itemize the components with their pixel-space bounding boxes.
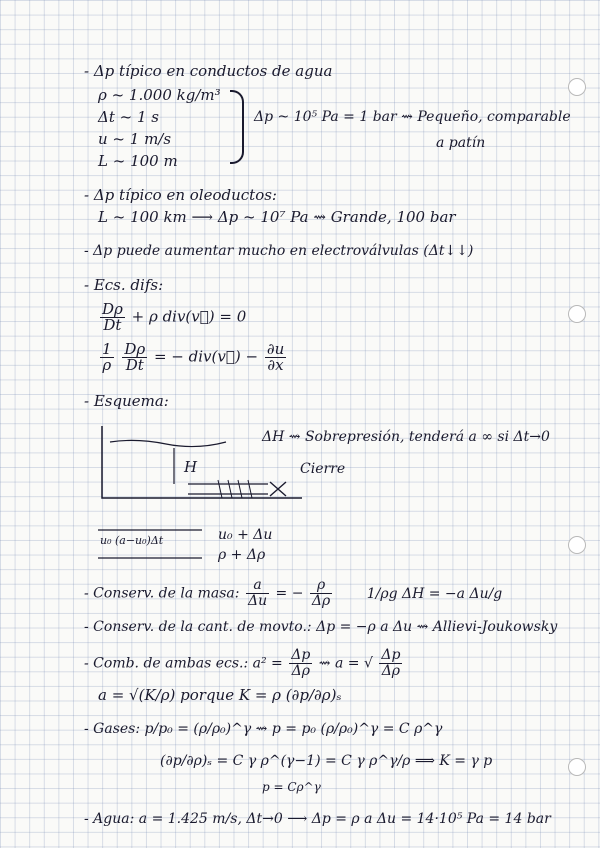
height-label: H bbox=[184, 458, 198, 476]
binder-hole-1 bbox=[568, 78, 586, 96]
note-line-3: Δt ~ 1 s bbox=[98, 108, 159, 126]
pipe bbox=[188, 484, 268, 494]
eq-den: Dt bbox=[103, 316, 122, 334]
comb-num2: Δp bbox=[381, 647, 401, 663]
valve-icon bbox=[270, 482, 286, 496]
mass-num1: a bbox=[246, 578, 269, 594]
eq2-num1: 1 bbox=[102, 340, 112, 358]
eq2-num3: ∂u bbox=[266, 340, 285, 358]
eq-rest: + ρ div(v⃗) = 0 bbox=[131, 307, 247, 326]
note-line-6: Δp ~ 10⁵ Pa = 1 bar ⇝ Pequeño, comparable bbox=[254, 109, 571, 125]
note-line-24: (∂p/∂ρ)ₛ = C γ ρ^(γ−1) = C γ ρ^γ/ρ ⟹ K = γ p bbox=[160, 753, 493, 769]
mass-rest: 1/ρg ΔH = −a Δu/g bbox=[366, 585, 503, 602]
comb-prefix: - Comb. de ambas ecs.: a² = bbox=[84, 655, 283, 672]
note-line-22: a = √(K/ρ) porque K = ρ (∂p/∂ρ)ₛ bbox=[98, 686, 342, 704]
note-line-25: p = Cρ^γ bbox=[262, 780, 321, 794]
density-label: ρ + Δρ bbox=[218, 547, 266, 563]
note-line-5: L ~ 100 m bbox=[98, 152, 178, 170]
eq-num: Dρ bbox=[102, 300, 123, 318]
combined-equations bbox=[84, 648, 404, 679]
note-line-26: - Agua: a = 1.425 m/s, Δt→0 ⟶ Δp = ρ a Δu = 14·10⁵ Pa = 14 bar bbox=[84, 811, 551, 827]
mass-conservation bbox=[84, 578, 502, 609]
mass-den2: Δρ bbox=[311, 593, 331, 609]
note-line-23: - Gases: p/p₀ = (ρ/ρ₀)^γ ⇝ p = p₀ (ρ/ρ₀)^γ = C ρ^γ bbox=[84, 721, 443, 737]
note-line-14: - Esquema: bbox=[84, 392, 169, 410]
binder-hole-2 bbox=[568, 305, 586, 323]
note-line-4: u ~ 1 m/s bbox=[98, 130, 172, 148]
note-line-9: L ~ 100 km ⟶ Δp ~ 10⁷ Pa ⇝ Grande, 100 bar bbox=[98, 208, 456, 226]
comb-den2: Δρ bbox=[381, 663, 401, 679]
comb-num1: Δp bbox=[291, 647, 311, 663]
mass-num2: ρ bbox=[310, 578, 332, 594]
note-line-7: a patín bbox=[436, 135, 486, 151]
eq2-den1: ρ bbox=[102, 356, 112, 374]
velocity-label: u₀ + Δu bbox=[218, 527, 273, 543]
note-line-8: - Δp típico en oleoductos: bbox=[84, 186, 277, 204]
eq2-den3: ∂x bbox=[267, 356, 284, 374]
note-line-15: ΔH ⇝ Sobrepresión, tenderá a ∞ si Δt→0 bbox=[262, 429, 550, 445]
note-line-1: - Δp típico en conductos de agua bbox=[84, 62, 333, 80]
mass-den1: Δu bbox=[247, 593, 268, 609]
eq2-num2: Dρ bbox=[124, 340, 146, 358]
eq2-den2: Dt bbox=[125, 356, 144, 374]
water-surface bbox=[110, 440, 226, 446]
mass-prefix: - Conserv. de la masa: bbox=[84, 585, 240, 602]
note-line-11: - Ecs. difs: bbox=[84, 276, 164, 294]
binder-hole-3 bbox=[568, 536, 586, 554]
eq2-mid: = − div(v⃗) − bbox=[153, 347, 259, 366]
pressure-wave bbox=[218, 480, 252, 498]
continuity-equation-2 bbox=[98, 342, 288, 373]
continuity-equation bbox=[98, 302, 246, 333]
control-volume-labels: u₀ (a−u₀)Δt bbox=[100, 534, 164, 547]
comb-den1: Δρ bbox=[291, 663, 310, 679]
note-line-2: ρ ~ 1.000 kg/m³ bbox=[98, 86, 221, 104]
mass-mid: = − bbox=[275, 585, 304, 602]
binder-hole-4 bbox=[568, 758, 586, 776]
closure-label: Cierre bbox=[300, 461, 346, 477]
note-line-20: - Conserv. de la cant. de movto.: Δp = −ρ a Δu ⇝ Allievi-Joukowsky bbox=[84, 619, 558, 635]
note-line-10: - Δp puede aumentar mucho en electroválvulas (Δt↓↓) bbox=[84, 243, 474, 259]
grouping-brace bbox=[230, 90, 244, 164]
comb-mid: ⇝ a = √ bbox=[318, 655, 373, 672]
